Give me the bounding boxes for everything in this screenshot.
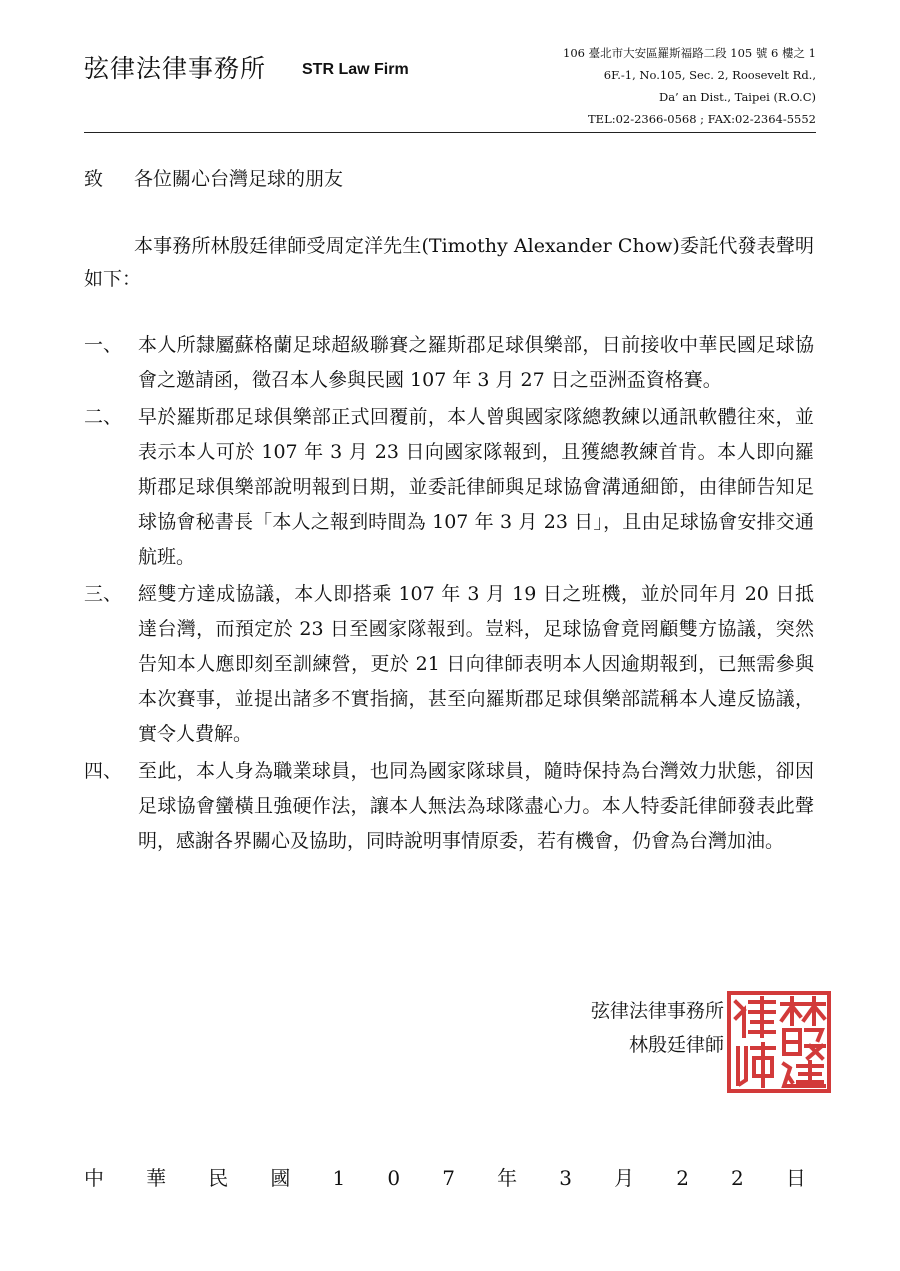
signature-lawyer: 林殷廷律師: [628, 1034, 724, 1056]
date-char: 國: [270, 1166, 291, 1190]
address-line: Da’ an Dist., Taipei (R.O.C): [658, 90, 816, 104]
item-number: 三、: [84, 583, 123, 605]
firm-address-block: [563, 42, 816, 130]
date-char: 年: [497, 1166, 518, 1190]
date-char: 3: [559, 1166, 572, 1190]
greeting-recipient: 各位關心台灣足球的朋友: [134, 168, 344, 190]
statement-item: [84, 328, 814, 398]
item-number: 四、: [84, 760, 123, 782]
date-char: 2: [676, 1166, 689, 1190]
contact-line: TEL:02-2366-0568 ; FAX:02-2364-5552: [588, 112, 816, 126]
signature-firm: 弦律法律事務所: [590, 1000, 724, 1022]
signature-block: [591, 994, 724, 1062]
date-char: 日: [785, 1166, 806, 1190]
item-text: 至此，本人身為職業球員，也同為國家隊球員，隨時保持為台灣效力狀態，卻因足球協會蠻橫且強硬作法，讓本人無法為球隊盡心力。本人特委託律師發表此聲明，感謝各界關心及協助，同時說明事情原委，若有機會，仍會為台灣加油。: [138, 760, 814, 852]
item-number: 一、: [84, 334, 123, 356]
item-number: 二、: [84, 406, 123, 428]
letterhead-divider: [84, 132, 816, 133]
item-text: 經雙方達成協議，本人即搭乘 107 年 3 月 19 日之班機，並於同年月 20 日抵達台灣，而預定於 23 日至國家隊報到。豈料，足球協會竟罔顧雙方協議，突然告知本人應即刻至訓練營，更於 21 日向律師表明本人因逾期報到，已無需參與本次賽事，並提出諸多不實指摘，甚至向羅斯郡足球俱樂部謊稱本人違反協議，實令人費解。: [138, 583, 814, 745]
statement-item: [84, 577, 814, 752]
date-char: 1: [332, 1166, 346, 1190]
firm-name: 弦律法律事務所: [84, 54, 267, 83]
statement-list: [84, 328, 814, 861]
greeting: [84, 163, 343, 195]
address-line: 106 臺北市大安區羅斯福路二段 105 號 6 樓之 1: [563, 46, 816, 60]
greeting-to-label: 致: [84, 168, 104, 190]
date-char: 0: [387, 1166, 401, 1190]
statement-item: [84, 754, 814, 859]
statement-item: [84, 400, 814, 575]
item-text: 早於羅斯郡足球俱樂部正式回覆前，本人曾與國家隊總教練以通訊軟體往來，並表示本人可於 107 年 3 月 23 日向國家隊報到，且獲總教練首肯。本人即向羅斯郡足球俱樂部說明報到日期，並委託律師與足球協會溝通細節，由律師告知足球協會秘書長「本人之報到時間為 107 年 3 月 23 日」，且由足球協會安排交通航班。: [138, 406, 814, 568]
item-text: 本人所隸屬蘇格蘭足球超級聯賽之羅斯郡足球俱樂部，日前接收中華民國足球協會之邀請函，徵召本人參與民國 107 年 3 月 27 日之亞洲盃資格賽。: [138, 334, 814, 391]
date-char: 7: [442, 1166, 455, 1190]
lawyer-seal-stamp: [726, 990, 832, 1094]
address-line: 6F.-1, No.105, Sec. 2, Roosevelt Rd.,: [603, 68, 816, 82]
date-char: 華: [146, 1166, 167, 1190]
intro-paragraph: 本事務所林殷廷律師受周定洋先生(Timothy Alexander Chow)委託代發表聲明如下：: [84, 235, 814, 290]
date-char: 2: [731, 1166, 744, 1190]
firm-name-english: STR Law Firm: [302, 61, 409, 78]
issue-date: [84, 1163, 806, 1193]
date-char: 中: [84, 1166, 104, 1190]
date-char: 月: [614, 1166, 635, 1190]
date-char: 民: [208, 1166, 229, 1190]
